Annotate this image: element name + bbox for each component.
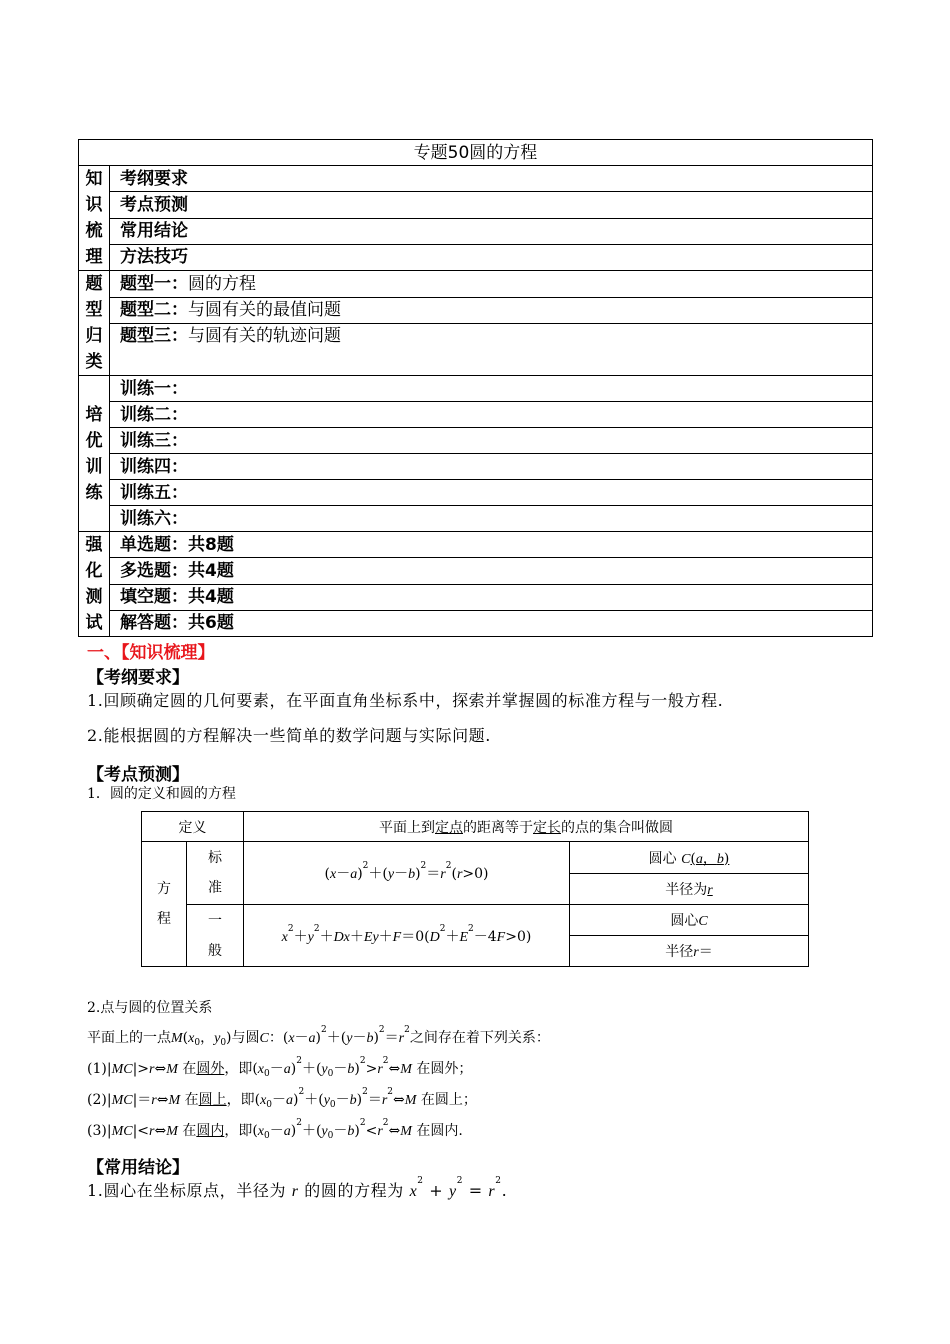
changyong-text: 1.圆心在坐标原点，半径为 xyxy=(87,1181,287,1200)
changyong-point-1: 1.圆心在坐标原点，半径为 r 的圆的方程为 $x^2 + y^2 = r^2$. xyxy=(87,1176,508,1200)
table-row xyxy=(79,480,873,506)
category-cell: 强化测试 xyxy=(79,532,110,637)
relation-outside: (1)|MC|>r⇔M 在圆外，即$(x_0-a)^2+(y_0-b)^2>r^2\Leftrightarrow M$ 在圆外； xyxy=(87,1056,473,1079)
table-row xyxy=(142,812,809,842)
outline-item: 考点预测 xyxy=(110,192,873,218)
item-text: 与圆有关的最值问题 xyxy=(188,300,341,321)
standard-label xyxy=(187,842,244,905)
general-label xyxy=(187,905,244,967)
table-row xyxy=(79,192,873,218)
table-row xyxy=(142,842,809,874)
general-label-text: 一般 xyxy=(208,912,222,959)
outline-item: 方法技巧 xyxy=(110,244,873,270)
rel-text: 即 xyxy=(238,1061,253,1077)
standard-center: 圆心 C(a，b) xyxy=(570,842,809,874)
outline-item: 常用结论 xyxy=(110,218,873,244)
table-row xyxy=(79,506,873,532)
outline-item: 训练六： xyxy=(110,506,873,532)
outline-title: 专题50圆的方程 xyxy=(79,140,873,166)
general-center-label: 圆心 xyxy=(670,913,699,929)
relation-inside: (3)|MC|<r⇔M 在圆内，即$(x_0-a)^2+(y_0-b)^2<r^2\Leftrightarrow M$ 在圆内. xyxy=(87,1118,463,1141)
general-radius-label: 半径 xyxy=(665,944,694,960)
changyong-heading: 【常用结论】 xyxy=(87,1158,189,1178)
rel-keyword: 圆内 xyxy=(196,1123,225,1139)
rel-text: 即 xyxy=(240,1092,255,1108)
outline-item xyxy=(110,271,873,298)
def-text xyxy=(244,812,809,842)
outline-item: 解答题：共6题 xyxy=(110,610,873,636)
def-text-part: 平面上到 xyxy=(379,819,435,836)
kaogang-point-1: 1.回顾确定圆的几何要素，在平面直角坐标系中，探索并掌握圆的标准方程与一般方程. xyxy=(87,691,724,710)
rel-keyword: 圆上 xyxy=(198,1092,227,1108)
rel-text: 在 xyxy=(184,1092,199,1108)
table-row xyxy=(79,584,873,610)
kaodian-point-1: 1．圆的定义和圆的方程 xyxy=(87,786,236,802)
item-label: 题型二： xyxy=(120,300,188,321)
outline-item: 训练二： xyxy=(110,402,873,428)
eq-label xyxy=(142,842,187,967)
def-label: 定义 xyxy=(142,812,244,842)
general-equation: $x^2+y^2+Dx+Ey+F=0(D^2+E^2-4F>0)$ xyxy=(244,905,570,967)
item-text: 与圆有关的轨迹问题 xyxy=(188,326,341,346)
rel-text: 在 xyxy=(182,1061,197,1077)
outline-item: 填空题：共4题 xyxy=(110,584,873,610)
rel-text: 在 xyxy=(182,1123,197,1139)
outline-item: 训练一： xyxy=(110,376,873,402)
rel-text: 在圆上； xyxy=(420,1092,477,1108)
section-heading: 一、【知识梳理】 xyxy=(87,643,215,663)
standard-equation: $(x-a)^2+(y-b)^2=r^2(r>0)$ xyxy=(244,842,570,905)
table-row xyxy=(79,166,873,192)
standard-center-label: 圆心 xyxy=(648,850,677,867)
intro-text: 平面上的一点 xyxy=(87,1030,171,1046)
table-row xyxy=(79,558,873,584)
circle-definition-table xyxy=(141,811,809,967)
category-cell: 知识梳理 xyxy=(79,166,110,271)
rel-text: 即 xyxy=(238,1123,253,1139)
kaogang-heading: 【考纲要求】 xyxy=(87,668,189,688)
outline-table xyxy=(78,139,873,637)
def-text-part: 定长 xyxy=(533,819,561,836)
category-cell: 培优训练 xyxy=(79,376,110,532)
def-text-part: 的距离等于 xyxy=(463,819,533,836)
table-row xyxy=(79,454,873,480)
outline-item: 单选题：共8题 xyxy=(110,532,873,558)
table-row xyxy=(79,244,873,270)
eq-label-text: 方程 xyxy=(157,881,171,927)
table-row xyxy=(79,218,873,244)
intro-text: 之间存在着下列关系： xyxy=(409,1030,550,1046)
def-text-part: 的点的集合叫做圆 xyxy=(561,819,673,836)
table-row xyxy=(79,428,873,454)
table-row xyxy=(79,402,873,428)
outline-item: 训练四： xyxy=(110,454,873,480)
outline-item xyxy=(110,297,873,324)
outline-item: 训练五： xyxy=(110,480,873,506)
point-circle-heading: 2.点与圆的位置关系 xyxy=(87,1000,213,1016)
outline-title-row xyxy=(79,140,873,166)
standard-radius: 半径为r xyxy=(570,874,809,905)
category-cell: 题型归类 xyxy=(79,271,110,376)
item-label: 题型一： xyxy=(120,273,188,294)
table-row xyxy=(79,271,873,298)
outline-item: 训练三： xyxy=(110,428,873,454)
relation-on: (2)|MC|＝r⇔M 在圆上，即$(x_0-a)^2+(y_0-b)^2=r^2\Leftrightarrow M$ 在圆上； xyxy=(87,1087,477,1110)
table-row xyxy=(79,610,873,636)
item-label: 题型三： xyxy=(120,326,188,346)
standard-label-text: 标准 xyxy=(208,850,222,896)
def-text-part: 定点 xyxy=(435,819,463,836)
changyong-text: 的圆的方程为 xyxy=(304,1181,404,1200)
table-row xyxy=(79,297,873,324)
standard-radius-label: 半径为 xyxy=(665,882,708,898)
outline-item xyxy=(110,324,873,376)
general-radius: 半径r＝ xyxy=(570,936,809,967)
table-row xyxy=(142,905,809,936)
table-row xyxy=(79,324,873,376)
outline-item: 考纲要求 xyxy=(110,166,873,192)
general-center: 圆心C xyxy=(570,905,809,936)
rel-keyword: 圆外 xyxy=(196,1061,225,1077)
table-row xyxy=(79,376,873,402)
outline-item: 多选题：共4题 xyxy=(110,558,873,584)
rel-text: 在圆外； xyxy=(416,1061,473,1077)
kaogang-point-2: 2.能根据圆的方程解决一些简单的数学问题与实际问题. xyxy=(87,726,491,745)
intro-text: 与圆 xyxy=(231,1030,260,1046)
item-text: 圆的方程 xyxy=(188,273,256,294)
table-row xyxy=(79,532,873,558)
point-circle-intro: 平面上的一点$M(x_0$，$y_0$)与圆C：$(x-a)^2+(y-b)^2=r^2$之间存在着下列关系： xyxy=(87,1025,550,1048)
rel-text: 在圆内. xyxy=(416,1123,463,1139)
kaodian-heading: 【考点预测】 xyxy=(87,765,189,785)
